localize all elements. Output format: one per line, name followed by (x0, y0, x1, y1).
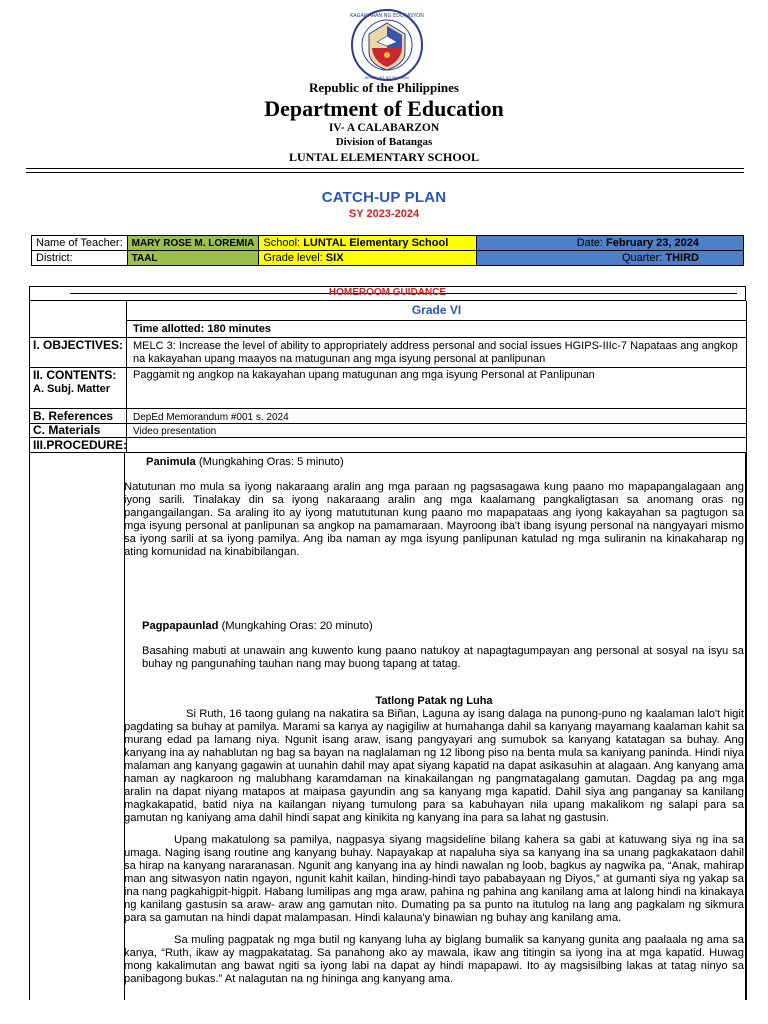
grade-level-label: Grade level: (263, 251, 323, 264)
teacher-label: Name of Teacher: (32, 236, 128, 251)
info-row-2 (32, 251, 744, 266)
subject-title-box (29, 286, 746, 301)
republic-heading: Republic of the Philippines (309, 80, 459, 95)
grade-level-cell (259, 251, 477, 266)
department-heading: Department of Education (264, 96, 504, 121)
row-line-objectives (29, 367, 746, 368)
school-heading: LUNTAL ELEMENTARY SCHOOL (288, 150, 480, 164)
row-line-procedure (29, 452, 746, 453)
quarter-cell (477, 251, 744, 266)
contents-label: II. CONTENTS: (33, 368, 117, 382)
materials-text: Video presentation (133, 426, 217, 437)
svg-text:REPUBLIKA NG PILIPINAS: REPUBLIKA NG PILIPINAS (364, 76, 410, 80)
svg-text:KAGAWARAN NG EDUKASYON: KAGAWARAN NG EDUKASYON (350, 13, 424, 19)
table-right-border (746, 301, 747, 1000)
pagpapaunlad-text: Basahing mabuti at unawain ang kuwento kung paano natukoy at napagtagumpayan ang personal at sosyal na isyu sa buhay ng pangunahing tauhan nang may buong tapang at tatag. (142, 645, 744, 670)
quarter-value: THIRD (665, 251, 699, 264)
pagpapaunlad-time: (Mungkahing Oras: 20 minuto) (218, 620, 373, 632)
quarter-label: Quarter: (621, 251, 663, 264)
panimula-heading (146, 456, 736, 469)
panimula-time: (Mungkahing Oras: 5 minuto) (195, 456, 344, 468)
story-paragraph-2: Upang makatulong sa pamilya, nagpasya siyang magsideline bilang kahera sa gabi at katuwang siya ng ina sa umaga. Naging isang routine ang kanyang buhay. Napayakap at napaluha siya sa kanyang ina sa unang pagkakataon dahil sa hirap na kanyang nararanasan. Ngunit ang kanyang ina ay hindi nawalan ng loob, bagkus ay nagwika pa, “Anak, mahirap man ang sitwasyon natin ngayon, ngunit kahit kailan, hinding-hindi tayo pababayaan ng Diyos,” at gumanti siya ng yakap sa ina nang pagkahigpit-higpit. Habang lumilipas ang mga araw, pahina ng pahina ang kanilang ama at lalong hindi na kinakaya ng kanilang gastusin sa araw- araw ang gamutan nito. Dumating pa sa punto na itutulog na lang ang pagkalam ng sikmura para sa gamutan na hindi dapat malampasan. Hindi kalauna'y binawian ng buhay ang kanilang ama. (124, 834, 744, 924)
references-text: DepEd Memorandum #001 s. 2024 (133, 412, 289, 423)
school-year: SY 2023-2024 (348, 208, 420, 220)
table-left-border (29, 301, 30, 1000)
objectives-text: MELC 3: Increase the level of ability to appropriately address personal and social issues HGIPS-IIIc-7 Napataas ang angkop na kakayahan upang maayos na matugunan ang mga isyung personal at panlipunan (133, 340, 738, 365)
grade-level-value: SIX (325, 251, 344, 264)
header-divider-thin (26, 172, 744, 173)
region-heading: IV- A CALABARZON (328, 122, 440, 134)
panimula-text: Natutunan mo mula sa iyong nakaraang aralin ang mga paraan ng pagsasagawa kung paano mo mapapangalagaan ang iyong sarili. Tinalakay din sa iyong nakaraang aralin ang mga kaalamang pangkaligtasan sa anomang oras ng pangangailangan. Sa araling ito ay iyong matututunan kung paano mo mapapataas ang iyong kakayahan sa pagtugon sa mga isyung personal at panlipunan sa angkop na pamamaraan. Mayroong iba't ibang isyung personal na nangyayari mismo sa iyong sarili at sa iyong pamilya. Ang iba naman ay mga isyung panlipunan katulad ng mga suliranin na kinakaharap ng ating komunidad na kinabibilangan. (124, 481, 744, 558)
story-title: Tatlong Patak ng Luha (375, 695, 493, 707)
school-value: LUNTAL Elementary School (303, 236, 449, 249)
subject-title: HOMEROOM GUIDANCE (328, 287, 447, 298)
procedure-label: III.PROCEDURE: (33, 438, 128, 452)
info-row-1 (32, 236, 744, 251)
division-heading: Division of Batangas (335, 136, 433, 148)
row-line-contents (29, 408, 746, 409)
school-cell (259, 236, 477, 251)
school-label: School: (263, 236, 301, 249)
materials-label: C. Materials (33, 423, 101, 437)
plan-title: CATCH-UP PLAN (321, 189, 447, 206)
story-paragraph-3: Sa muling pagpatak ng mga butil ng kanyang luha ay biglang bumalik sa kanyang gunita ang paalaala ng ama sa kanya, “Ruth, ikaw ay magpakatatag. Sa panahong ako ay mawala, ikaw ang titingin sa iyong ina at mga kapatid. Huwag mong kakalimutan ang bawat ngiti sa iyong labi na dapat ay hindi mapapawi. Ito ay magsisilbing lakas at tatag ninyo sa panibagong bukas.” At nalagutan na ng hininga ang kanyang ama. (124, 934, 744, 985)
story-paragraph-1: Si Ruth, 16 taong gulang na nakatira sa Biñan, Laguna ay isang dalaga na punong-puno ng kaalaman lalo't higit pagdating sa buhay at pamilya. Marami sa kanya ay nagigiliw at humahanga dahil sa kanyang mayamang kaalaman kahit sa murang edad pa lamang niya. Ngunit isang araw, isang pangyayari ang sumubok sa kanyang katatagan sa buhay. Ang kanyang ina ay nahablutan ng bag sa bayan na naglalaman ng 12 libong piso na benta mula sa kaniyang paninda. Hindi niya malaman ang kanyang gagawin at uunahin dahil may apat siyang kapatid na dapat asikasuhin at alagaan. Ang kanyang ama naman ay nagkaroon ng malubhang karamdaman na kinakailangan ng pangmatagalang gamutan. Dagdag pa ang mga aralin na dapat niyang matapos at maipasa gayundin ang sa kanyang mga kapatid. Dahil siya ang panganay sa kanilang magkakapatid, batid niya na kailangan niyang tumulong para sa kabuhayan nila upang makalikom ng salapi para sa gamutan ng kaniyang ama dahil hindi sapat ang kinikita ng kanyang ina para sa lahat ng gastusin. (124, 708, 744, 824)
header-divider (26, 168, 744, 169)
date-cell (477, 236, 744, 251)
procedure-right-border (745, 453, 746, 1000)
pagpapaunlad-title: Pagpapaunlad (142, 620, 219, 632)
grade-heading: Grade VI (411, 303, 462, 317)
deped-seal-logo (347, 8, 427, 82)
pagpapaunlad-heading (142, 620, 732, 633)
info-table (31, 235, 744, 266)
date-value: February 23, 2024 (606, 236, 699, 249)
district-value: TAAL (127, 251, 259, 266)
row-line-time (29, 337, 746, 338)
district-label: District: (32, 251, 128, 266)
panimula-title: Panimula (146, 456, 196, 468)
contents-text: Paggamit ng angkop na kakayahan upang matugunan ang mga isyung Personal at Panlipunan (133, 369, 595, 381)
date-label: Date: (576, 236, 603, 249)
teacher-value: MARY ROSE M. LOREMIA (127, 236, 259, 251)
time-allotted: Time allotted: 180 minutes (133, 323, 271, 335)
subject-matter-label: A. Subj. Matter (33, 383, 111, 395)
references-label: B. References (33, 409, 114, 423)
row-line-grade (126, 320, 746, 321)
table-column-divider (126, 301, 127, 453)
objectives-label: I. OBJECTIVES: (33, 338, 124, 352)
